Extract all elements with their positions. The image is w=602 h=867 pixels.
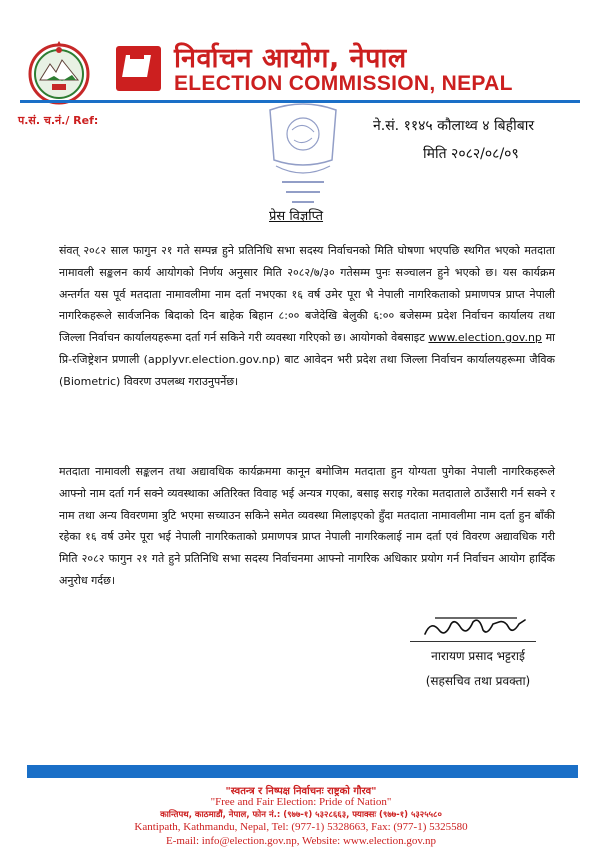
nepal-sambat-date: ने.सं. ११४५ कौलाथ्व ४ बिहीबार (373, 118, 535, 134)
footer-motto-nepali: "स्वतन्त्र र निष्पक्ष निर्वाचनः राष्ट्रको गौरव" (225, 786, 377, 797)
issue-date: मिति २०८२/०८/०९ (423, 146, 519, 162)
website-link[interactable]: www.election.gov.np (428, 331, 542, 345)
handwritten-signature (421, 612, 529, 642)
reference-label: प.सं. च.नं./ Ref: (18, 114, 99, 127)
signatory-title: (सहसचिव तथा प्रवक्ता) (425, 674, 531, 688)
signatory-name: नारायण प्रसाद भट्टराई (431, 649, 525, 663)
paragraph-1-text-b: मा प्रि-रजिष्ट्रेशन प्रणाली (applyvr.election.gov.np) बाट आवेदन भरी प्रदेश तथा जिल्ला निर्वाचन कार्यालयहरूमा जैविक (Biometric) विवरण उपलब्ध गराउनुपर्नेछ। (59, 331, 556, 388)
press-release-title: प्रेस विज्ञप्ति (269, 209, 324, 224)
body-paragraph-2: मतदाता नामावली सङ्कलन तथा अद्यावधिक कार्यक्रममा कानून बमोजिम मतदाता हुन योग्यता पुगेका नेपाली नागरिकहरूले आफ्नो नाम दर्ता गर्न सक्ने व्यवस्थाका अतिरिक्त विवाह भई अन्यत्र गएका, बसाइ सराइ गरेका मतदाताले ठाउँसारी गर्न सक्ने र नाम तथा अन्य विवरणमा त्रुटि भएमा सच्याउन सकिने समेत व्यवस्था मिलाइएको हुँदा मतदाता नामावलीमा नाम दर्ता हुन बाँकी रहेका १६ वर्ष उमेर पूरा भई नेपाली नागरिकताको प्रमाणपत्र प्राप्त नेपाली नागरिकलाई नाम दर्ता एवं विवरण अद्यावधिक गरी मिति २०८२ फागुन २१ गते हुने प्रतिनिधि सभा सदस्य निर्वाचनमा आफ्नो नागरिक अधिकार प्रयोग गर्न निर्वाचन आयोग हार्दिक अनुरोध गर्दछ। (59, 465, 555, 587)
org-title-english: ELECTION COMMISSION, NEPAL (174, 72, 513, 95)
official-stamp-icon (262, 100, 344, 212)
nepal-emblem-icon (26, 40, 92, 106)
footer-motto-english: "Free and Fair Election: Pride of Nation" (210, 796, 392, 808)
election-commission-logo (116, 46, 161, 91)
footer-divider (27, 765, 578, 778)
footer-contact: E-mail: info@election.gov.np, Website: www.election.gov.np (166, 835, 436, 847)
footer-address-nepali: कान्तिपथ, काठमाडौं, नेपाल, फोन नं.: (९७७-१) ५३२८६६३, फ्याक्सः (९७७-१) ५३२५५८० (160, 810, 442, 820)
paragraph-1-text-a: संवत् २०८२ साल फागुन २१ गते सम्पन्न हुने प्रतिनिधि सभा सदस्य निर्वाचनको मिति घोषणा भएपछि स्थगित भएको मतदाता नामावली सङ्कलन कार्य आयोगको निर्णय अनुसार मिति २०८२/७/३० गतेसम्म पुनः सञ्चालन हुने भएको छ। यस कार्यक्रम अन्तर्गत यस पूर्व मतदाता नामावलीमा नाम दर्ता नभएका १६ वर्ष उमेर पूरा भै नेपाली नागरिकताको प्रमाणपत्र प्राप्त नेपाली नागरिकहरूले सार्वजनिक बिदाको दिन बाहेक बिहान ८:०० बजेदेखि बेलुकी ६:०० बजेसम्म प्रदेश निर्वाचन कार्यालय तथा जिल्ला निर्वाचन कार्यालयहरूमा दर्ता गर्न सकिने गरी व्यवस्था गरिएको छ। आयोगको वेबसाइट (59, 244, 555, 345)
org-title-nepali: निर्वाचन आयोग, नेपाल (174, 43, 407, 74)
body-paragraph-1 (59, 240, 555, 393)
footer-address-english: Kantipath, Kathmandu, Nepal, Tel: (977-1) 5328663, Fax: (977-1) 5325580 (134, 821, 468, 833)
ballot-slot-shape (130, 51, 144, 59)
signature-line (410, 641, 536, 642)
